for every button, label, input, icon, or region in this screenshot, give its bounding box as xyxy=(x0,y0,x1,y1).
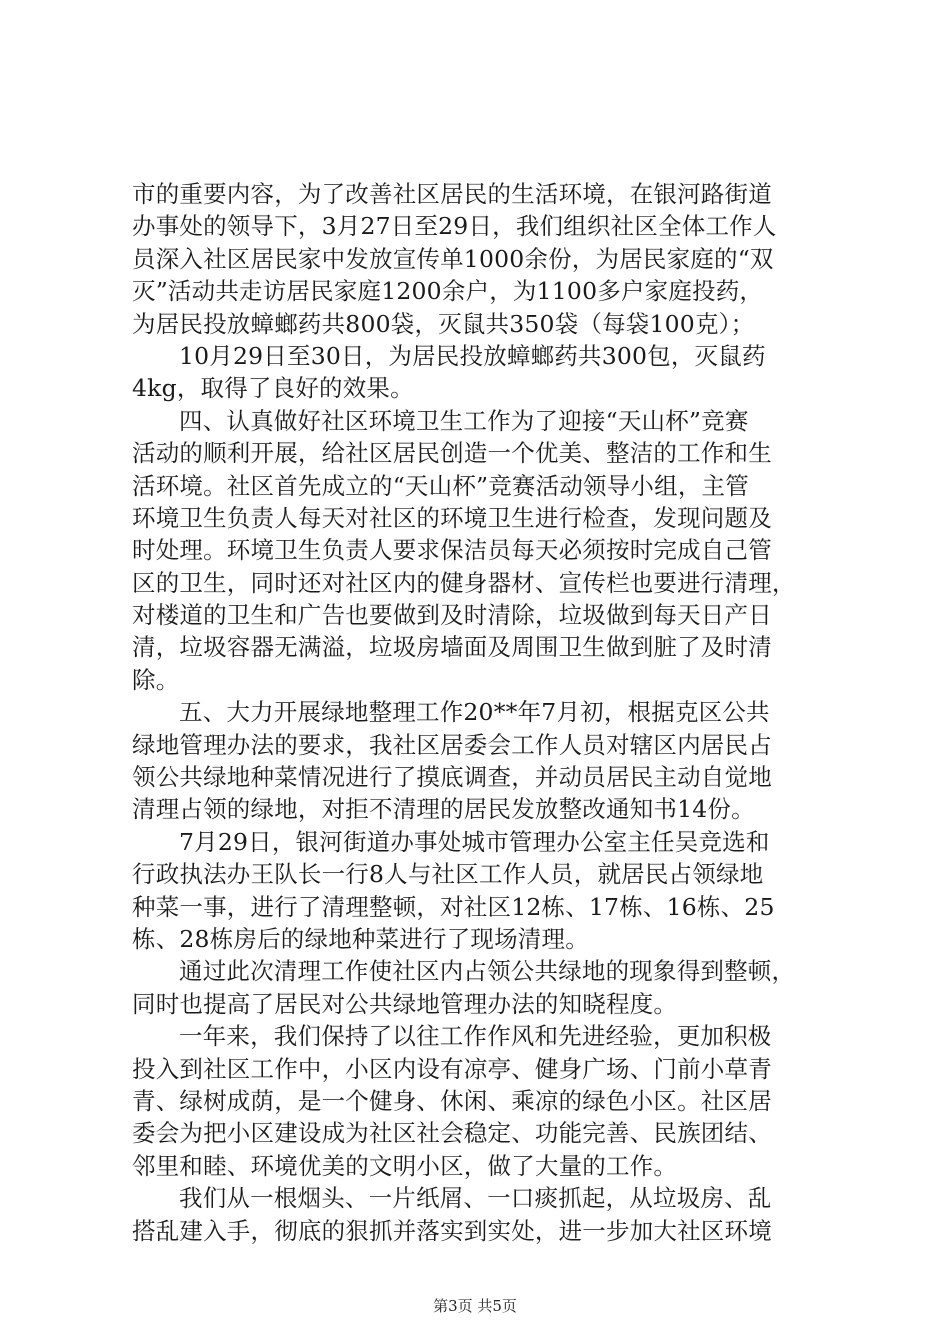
text-line: 时处理。环境卫生负责人要求保洁员每天必须按时完成自己管 xyxy=(132,536,772,565)
text-line: 区的卫生，同时还对社区内的健身器材、宣传栏也要进行清理， xyxy=(132,568,796,597)
page-footer: 第3页 共5页 xyxy=(433,1297,517,1315)
text-line: 办事处的领导下，3月27日至29日，我们组织社区全体工作人 xyxy=(132,212,777,241)
text-line: 五、大力开展绿地整理工作20**年7月初，根据克区公共 xyxy=(179,698,770,727)
text-line: 通过此次清理工作使社区内占领公共绿地的现象得到整顿， xyxy=(179,957,796,986)
text-line: 邻里和睦、环境优美的文明小区，做了大量的工作。 xyxy=(132,1151,678,1180)
text-line: 7月29日，银河街道办事处城市管理办公室主任吴竞选和 xyxy=(179,827,770,856)
text-line: 环境卫生负责人每天对社区的环境卫生进行检查，发现问题及 xyxy=(132,503,772,532)
text-line: 对楼道的卫生和广告也要做到及时清除，垃圾做到每天日产日 xyxy=(132,601,772,630)
text-line: 灭”活动共走访居民家庭1200余户，为1100多户家庭投药， xyxy=(132,277,764,306)
text-line: 栋、28栋房后的绿地种菜进行了现场清理。 xyxy=(132,924,589,953)
text-line: 10月29日至30日，为居民投放蟑螂药共300包，灭鼠药 xyxy=(179,341,766,370)
text-line: 绿地管理办法的要求，我社区居委会工作人员对辖区内居民占 xyxy=(132,730,772,759)
document-body xyxy=(132,178,832,1247)
text-line: 市的重要内容，为了改善社区居民的生活环境，在银河路街道 xyxy=(132,180,772,208)
text-line: 行政执法办王队长一行8人与社区工作人员，就居民占领绿地 xyxy=(132,860,764,889)
text-line: 四、认真做好社区环境卫生工作为了迎接“天山杯”竞赛 xyxy=(179,406,749,435)
text-line: 搭乱建入手，彻底的狠抓并落实到实处，进一步加大社区环境 xyxy=(132,1216,772,1245)
text-line: 同时也提高了居民对公共绿地管理办法的知晓程度。 xyxy=(132,989,678,1018)
text-line: 为居民投放蟑螂药共800袋，灭鼠共350袋（每袋100克）； xyxy=(132,309,755,338)
text-line: 投入到社区工作中，小区内设有凉亭、健身广场、门前小草青 xyxy=(132,1054,772,1083)
text-line: 种菜一事，进行了清理整顿，对社区12栋、17栋、16栋、25 xyxy=(132,892,775,921)
text-line: 员深入社区居民家中发放宣传单1000余份，为居民家庭的“双 xyxy=(132,244,774,273)
text-line: 除。 xyxy=(132,665,180,694)
text-line: 一年来，我们保持了以往工作作风和先进经验，更加积极 xyxy=(179,1022,772,1051)
text-line: 4kg，取得了良好的效果。 xyxy=(132,374,414,403)
text-line: 领公共绿地种菜情况进行了摸底调查，并动员居民主动自觉地 xyxy=(132,763,772,792)
text-line: 清，垃圾容器无满溢，垃圾房墙面及周围卫生做到脏了及时清 xyxy=(132,633,772,662)
text-line: 委会为把小区建设成为社区社会稳定、功能完善、民族团结、 xyxy=(132,1119,772,1148)
text-line: 我们从一根烟头、一片纸屑、一口痰抓起，从垃圾房、乱 xyxy=(179,1184,772,1213)
text-line: 活动的顺利开展，给社区居民创造一个优美、整洁的工作和生 xyxy=(132,439,772,468)
text-line: 清理占领的绿地，对拒不清理的居民发放整改通知书14份。 xyxy=(132,795,755,824)
text-line: 活环境。社区首先成立的“天山杯”竞赛活动领导小组，主管 xyxy=(132,471,749,500)
text-line: 青、绿树成荫，是一个健身、休闲、乘凉的绿色小区。社区居 xyxy=(132,1086,772,1115)
